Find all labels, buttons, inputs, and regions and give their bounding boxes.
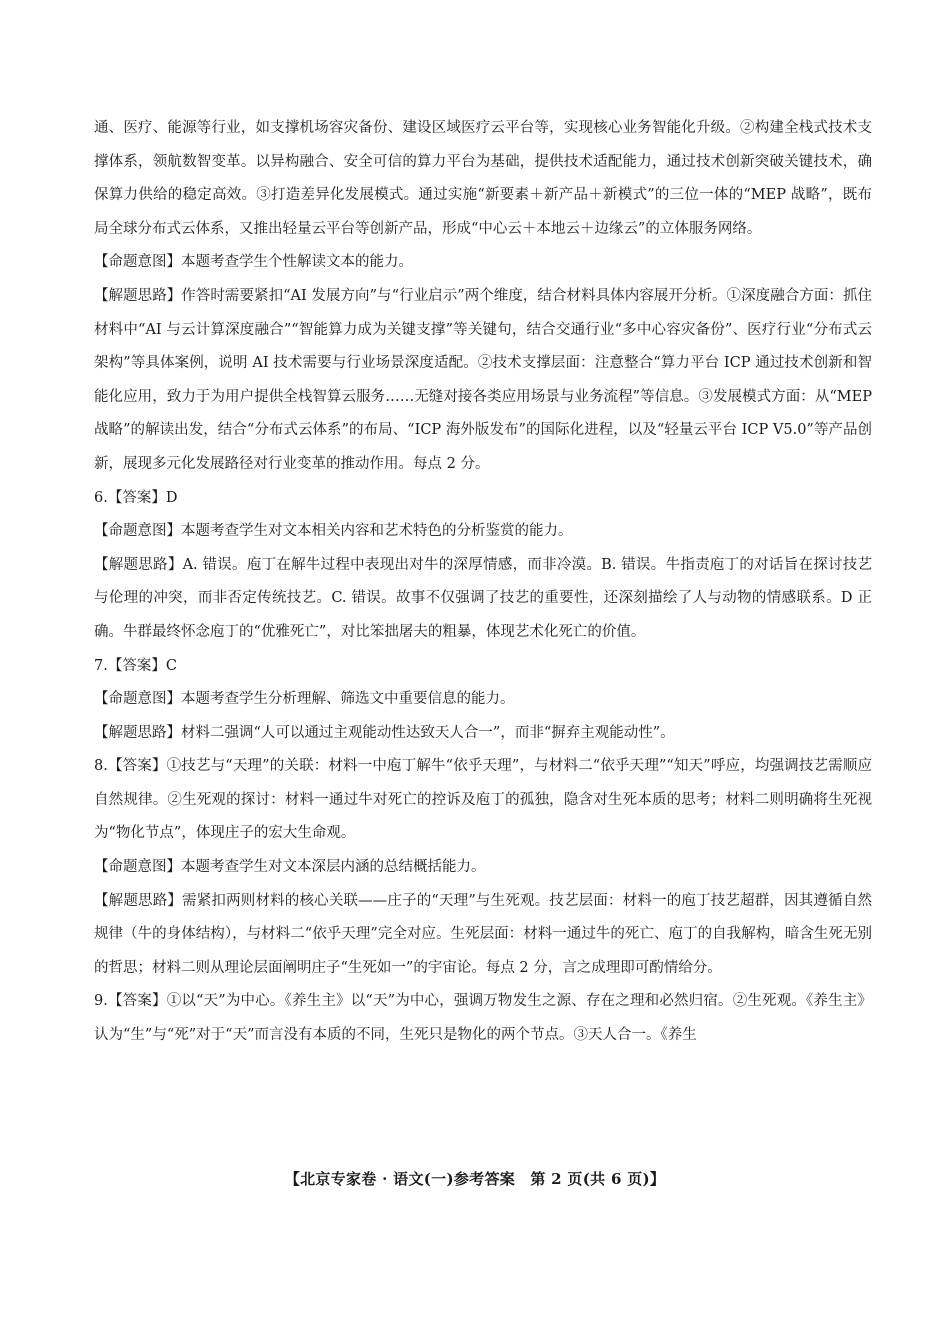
answer5-reasoning: 【解题思路】作答时需要紧扣“AI 发展方向”与“行业启示”两个维度，结合材料具体内容展开分析。①深度融合方面：抓住材料中“AI 与云计算深度融合”“智能算力成为关键支撑”等关键句，结合交通行业“多中心容灾备份”、医疗行业“分布式云架构”等具体案例，说明 AI 技术需要与行业场景深度适配。②技术支撑层面：注意整合“算力平台 ICP 通过技术创新和智能化应用，致力于为用户提供全栈智算云服务……无缝对接各类应用场景与业务流程”等信息。③发展模式方面：从“MEP 战略”的解读出发，结合“分布式云体系”的布局、“ICP 海外版发布”的国际化进程，以及“轻量云平台 ICP V5.0”等产品创新，展现多元化发展路径对行业变革的推动作用。每点 2 分。: [94, 287, 872, 472]
answer8-key: 8.【答案】①技艺与“天理”的关联：材料一中庖丁解牛“依乎天理”，与材料二“依乎天理”“知天”呼应，均强调技艺需顺应自然规律。②生死观的探讨：材料一通过牛对死亡的控诉及庖丁的孤独，隐含对生死本质的思考；材料二则明确将生死视为“物化节点”，体现庄子的宏大生命观。: [94, 758, 872, 842]
answer7-intent: 【命题意图】本题考查学生分析理解、筛选文中重要信息的能力。: [94, 691, 515, 708]
answer6-key: 6.【答案】D: [94, 489, 178, 506]
answer7-reasoning: 【解题思路】材料二强调“人可以通过主观能动性达致天人合一”，而非“摒弃主观能动性”。: [94, 724, 675, 741]
answer8-intent: 【命题意图】本题考查学生对文本深层内涵的总结概括能力。: [94, 859, 486, 876]
page-footer: 【北京专家卷 · 语文(一)参考答案 第 2 页(共 6 页)】: [284, 1170, 666, 1188]
answer6-reasoning: 【解题思路】A. 错误。庖丁在解牛过程中表现出对牛的深厚情感，而非冷漠。B. 错误。牛指责庖丁的对话旨在探讨技艺与伦理的冲突，而非否定传统技艺。C. 错误。故事不仅强调了技艺的重要性，还深刻描绘了人与动物的情感联系。D 正确。牛群最终怀念庖丁的“优雅死亡”，对比笨拙屠夫的粗暴，体现艺术化死亡的价值。: [94, 556, 872, 640]
answer8-reasoning: 【解题思路】需紧扣两则材料的核心关联——庄子的“天理”与生死观。技艺层面：材料一的庖丁技艺超群，因其遵循自然规律（牛的身体结构），与材料二“依乎天理”完全对应。生死层面：材料一通过牛的死亡、庖丁的自我解构，暗含生死无别的哲思；材料二则从理论层面阐明庄子“生死如一”的宇宙论。每点 2 分，言之成理即可酌情给分。: [94, 892, 872, 976]
answer7-key: 7.【答案】C: [94, 657, 177, 674]
answer6-intent: 【命题意图】本题考查学生对文本相关内容和艺术特色的分析鉴赏的能力。: [94, 523, 573, 540]
answer5-intent: 【命题意图】本题考查学生个性解读文本的能力。: [94, 254, 413, 271]
answer-content: [94, 112, 872, 1053]
answer9-key: 9.【答案】①以“天”为中心。《养生主》以“天”为中心，强调万物发生之源、存在之理和必然归宿。②生死观。《养生主》认为“生”与“死”对于“天”而言没有本质的不同，生死只是物化的两个节点。③天人合一。《养生: [94, 993, 872, 1044]
answer5-analysis-continued: 通、医疗、能源等行业，如支撑机场容灾备份、建设区域医疗云平台等，实现核心业务智能化升级。②构建全栈式技术支撑体系，领航数智变革。以异构融合、安全可信的算力平台为基础，提供技术适配能力，通过技术创新突破关键技术，确保算力供给的稳定高效。③打造差异化发展模式。通过实施“新要素＋新产品＋新模式”的三位一体的“MEP 战略”，既布局全球分布式云体系，又推出轻量云平台等创新产品，形成“中心云＋本地云＋边缘云”的立体服务网络。: [94, 120, 872, 237]
